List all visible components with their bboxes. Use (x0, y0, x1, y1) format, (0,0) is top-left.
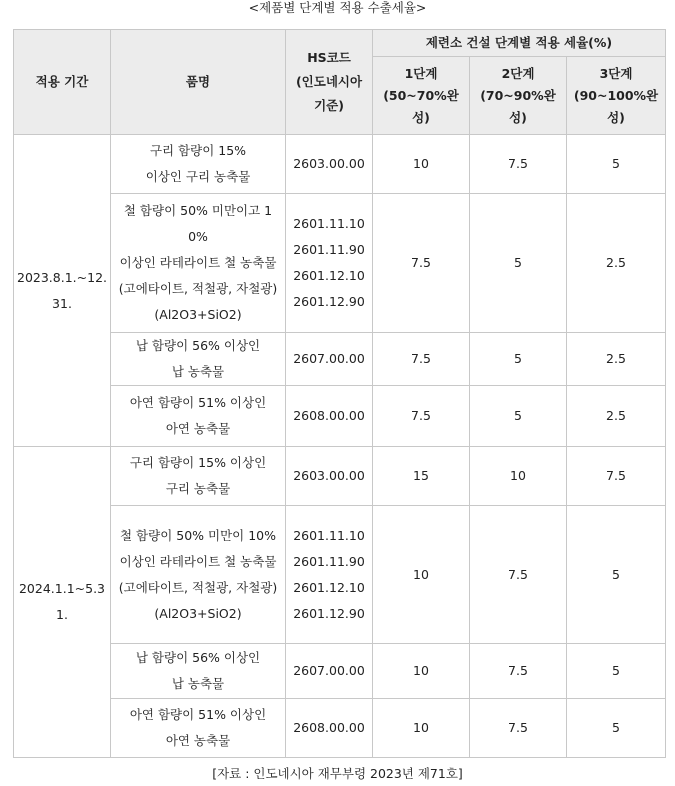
hs-code-cell (286, 447, 373, 506)
header-step-1 (373, 57, 470, 135)
hs-code-cell (286, 135, 373, 194)
hs-code-cell (286, 386, 373, 447)
header-hs-code-line: (인도네시아 (295, 74, 363, 89)
table-row (14, 699, 666, 758)
rate-step-3: 2.5 (567, 194, 666, 333)
period-cell (14, 135, 111, 447)
rate-step-3: 7.5 (567, 447, 666, 506)
hs-code-cell (286, 644, 373, 699)
product-cell (111, 333, 286, 386)
product-line: 이상인 라테라이트 철 농축물 (119, 553, 277, 569)
product-line: (고에타이트, 적철광, 자철광) (118, 579, 278, 595)
product-line: 이상인 라테라이트 철 농축물 (119, 255, 277, 270)
hs-code: 2601.12.10 (293, 579, 365, 595)
rate-step-1: 10 (373, 644, 470, 699)
hs-code: 2601.11.10 (293, 527, 365, 543)
period-line: 2023.8.1.~12. (17, 269, 107, 285)
rate-step-3: 5 (567, 135, 666, 194)
hs-code: 2608.00.00 (293, 408, 365, 423)
rate-step-1: 10 (373, 699, 470, 758)
product-cell (111, 194, 286, 333)
hs-code: 2603.00.00 (293, 156, 365, 171)
rate-step-2: 7.5 (470, 506, 567, 644)
header-hs-code-line: 기준) (314, 98, 344, 113)
hs-code: 2601.12.10 (293, 268, 365, 283)
hs-code-cell (286, 699, 373, 758)
product-line: 아연 함량이 51% 이상인 (129, 395, 267, 410)
header-step-3-line: 3단계 (599, 65, 633, 81)
product-cell (111, 644, 286, 699)
product-line: (Al2O3+SiO2) (154, 307, 242, 322)
product-cell (111, 135, 286, 194)
rate-step-2: 7.5 (470, 699, 567, 758)
product-line: 구리 농축물 (165, 481, 231, 496)
product-line: 납 농축물 (171, 364, 225, 379)
rate-step-1: 7.5 (373, 194, 470, 333)
rate-step-2: 5 (470, 194, 567, 333)
rate-step-2: 5 (470, 333, 567, 386)
product-line: 아연 농축물 (165, 733, 231, 748)
rate-step-1: 10 (373, 506, 470, 644)
product-cell (111, 386, 286, 447)
product-line: 납 함량이 56% 이상인 (135, 650, 261, 665)
product-line: 아연 함량이 51% 이상인 (129, 707, 267, 722)
export-tariff-table (13, 29, 666, 758)
header-period: 적용 기간 (14, 30, 111, 135)
period-line: 2024.1.1~5.3 (18, 581, 106, 596)
product-line: 이상인 구리 농축물 (145, 169, 251, 184)
rate-step-2: 5 (470, 386, 567, 447)
hs-code: 2607.00.00 (293, 351, 365, 366)
product-line: 아연 농축물 (165, 421, 231, 436)
period-line: 31. (52, 295, 72, 311)
period-line: 1. (56, 607, 68, 622)
product-line: 0% (188, 229, 208, 244)
rate-step-2: 7.5 (470, 644, 567, 699)
header-step-2-line: 2단계 (501, 65, 535, 81)
period-cell (14, 447, 111, 758)
product-cell (111, 699, 286, 758)
hs-code: 2607.00.00 (293, 663, 365, 678)
table-row (14, 194, 666, 333)
header-step-3 (567, 57, 666, 135)
product-line: 구리 함량이 15% (149, 143, 247, 158)
source-note: [자료 : 인도네시아 재무부령 2023년 제71호] (212, 766, 463, 781)
header-hs-code (286, 30, 373, 135)
header-product: 품명 (111, 30, 286, 135)
table-row (14, 447, 666, 506)
table-row (14, 644, 666, 699)
hs-code-cell (286, 506, 373, 644)
header-rate-group: 제련소 건설 단계별 적용 세율(%) (373, 30, 666, 57)
hs-code: 2603.00.00 (293, 468, 365, 483)
product-line: 납 농축물 (171, 676, 225, 691)
hs-code: 2601.12.90 (293, 294, 365, 309)
rate-step-1: 7.5 (373, 333, 470, 386)
header-step-2-line: (70~90%완성) (480, 87, 556, 125)
hs-code-cell (286, 333, 373, 386)
rate-step-2: 10 (470, 447, 567, 506)
product-cell (111, 506, 286, 644)
rate-step-1: 7.5 (373, 386, 470, 447)
rate-step-2: 7.5 (470, 135, 567, 194)
rate-step-1: 10 (373, 135, 470, 194)
product-line: 철 함량이 50% 미만이고 1 (123, 203, 273, 218)
hs-code: 2601.12.90 (293, 605, 365, 621)
product-line: (고에타이트, 적철광, 자철광) (118, 281, 278, 296)
product-cell (111, 447, 286, 506)
rate-step-3: 5 (567, 506, 666, 644)
table-row (14, 333, 666, 386)
hs-code: 2601.11.90 (293, 242, 365, 257)
table-row (14, 506, 666, 644)
header-step-3-line: 성) (607, 109, 625, 125)
rate-step-3: 2.5 (567, 386, 666, 447)
hs-code: 2608.00.00 (293, 720, 365, 735)
table-caption: <제품별 단계별 적용 수출세율> (248, 0, 427, 15)
table-row (14, 135, 666, 194)
header-step-1-line: 1단계 (404, 65, 438, 81)
product-line: 철 함량이 50% 미만이 10% (120, 527, 276, 543)
rate-step-3: 5 (567, 644, 666, 699)
product-line: 납 함량이 56% 이상인 (135, 338, 261, 353)
hs-code: 2601.11.90 (293, 553, 365, 569)
header-step-1-line: (50~70%완성) (383, 87, 459, 125)
header-step-3-line: (90~100%완 (573, 87, 659, 103)
product-line: (Al2O3+SiO2) (154, 605, 242, 621)
product-line: 구리 함량이 15% 이상인 (129, 455, 267, 470)
hs-code-cell (286, 194, 373, 333)
rate-step-1: 15 (373, 447, 470, 506)
header-step-2 (470, 57, 567, 135)
header-hs-code-line: HS코드 (307, 50, 351, 65)
table-row (14, 386, 666, 447)
rate-step-3: 2.5 (567, 333, 666, 386)
hs-code: 2601.11.10 (293, 216, 365, 231)
rate-step-3: 5 (567, 699, 666, 758)
